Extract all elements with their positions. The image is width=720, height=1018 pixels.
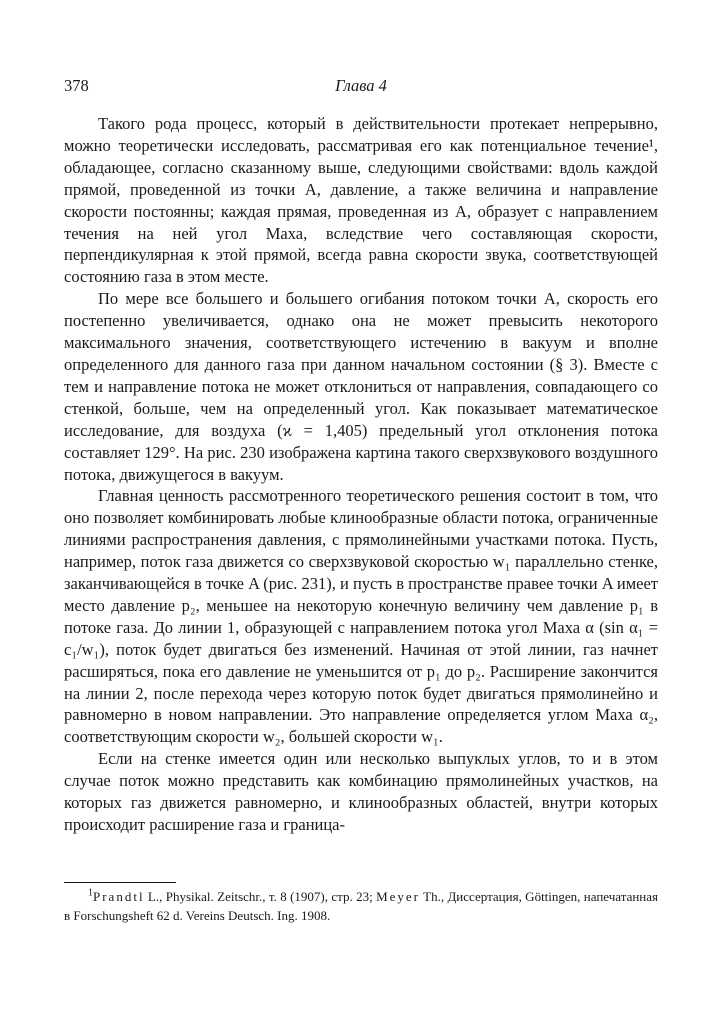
- paragraph-flow-around-corner: По мере все большего и большего огибания потоком точки A, скорость его постепенно увеличивается, однако она не может превысить некоторого максимального значения, соответствующего истечению в вакуум и вполне определенного для данного газа при данном начальном состоянии (§ 3). Вместе с тем и направление потока не может отклониться от направления, совпадающего со стенкой, больше, чем на определенный угол. Как показывает математическое исследование, для воздуха (ϰ = 1,405) предельный угол отклонения потока составляет 129°. На рис. 230 изображена картина такого сверхзвукового воздушного потока, движущегося в вакуум.: [64, 289, 658, 484]
- paragraph-convex-corners: Если на стенке имеется один или несколько выпуклых углов, то и в этом случае поток можно представить как комбинацию прямолинейных участков, на которых газ движется равномерно, и клинообразных областей, внутри которых происходит расширение газа и граница-: [64, 749, 658, 834]
- footnote-author-prandtl: Prandtl: [93, 889, 145, 904]
- running-header: [64, 76, 658, 98]
- chapter-title: Глава 4: [335, 76, 387, 95]
- footnote-marker: 1: [88, 887, 93, 899]
- paragraph-flow-combination: Главная ценность рассмотренного теоретического решения состоит в том, что оно позволяет комбинировать любые клинообразные области потока, ограниченные линиями распространения давления, с прямолинейными участками потока. Пусть, например, поток газа движется со сверхзвуковой скоростью w₁ параллельно стенке, заканчивающейся в точке A (рис. 231), и пусть в пространстве правее точки A имеет место давление p₂, меньшее на некоторую конечную величину чем давление p₁ в потоке газа. До линии 1, образующей с направлением потока угол Маха α (sin α₁ = c₁/w₁), поток будет двигаться без изменений. Начиная от этой линии, газ начнет расширяться, пока его давление не уменьшится от p₁ до p₂. Расширение закончится на линии 2, после перехода через которую поток будет двигаться прямолинейно и равномерно в новом направлении. Это направление определяется углом Маха α₂, соответствующим скорости w₂, большей скорости w₁.: [64, 486, 658, 747]
- footnote-reference-meyer: Th., Диссертация, Göttingen, напечатанная в Forschungsheft 62 d. Vereins Deutsch. Ing. 1908.: [64, 889, 659, 923]
- book-page: [64, 76, 659, 923]
- footnote-author-meyer: Meyer: [376, 889, 420, 904]
- footnote-reference-prandtl: L., Physikal. Zeitschr., т. 8 (1907), стр. 23;: [144, 889, 377, 904]
- body-text: [64, 113, 658, 836]
- footnote: [64, 887, 658, 925]
- paragraph-potential-flow: Такого рода процесс, который в действительности протекает непрерывно, можно теоретически исследовать, рассматривая его как потенциальное течение¹, обладающее, согласно сказанному выше, следующими свойствами: вдоль каждой прямой, проведенной из точки A, давление, а также величина и направление скорости постоянны; каждая прямая, проведенная из A, образует с направлением течения на ней угол Маха, вследствие чего составляющая скорости, перпендикулярная к этой прямой, всегда равна скорости звука, соответствующей состоянию газа в этом месте.: [64, 114, 658, 287]
- footnote-divider: [64, 882, 176, 883]
- page-number: 378: [64, 76, 89, 95]
